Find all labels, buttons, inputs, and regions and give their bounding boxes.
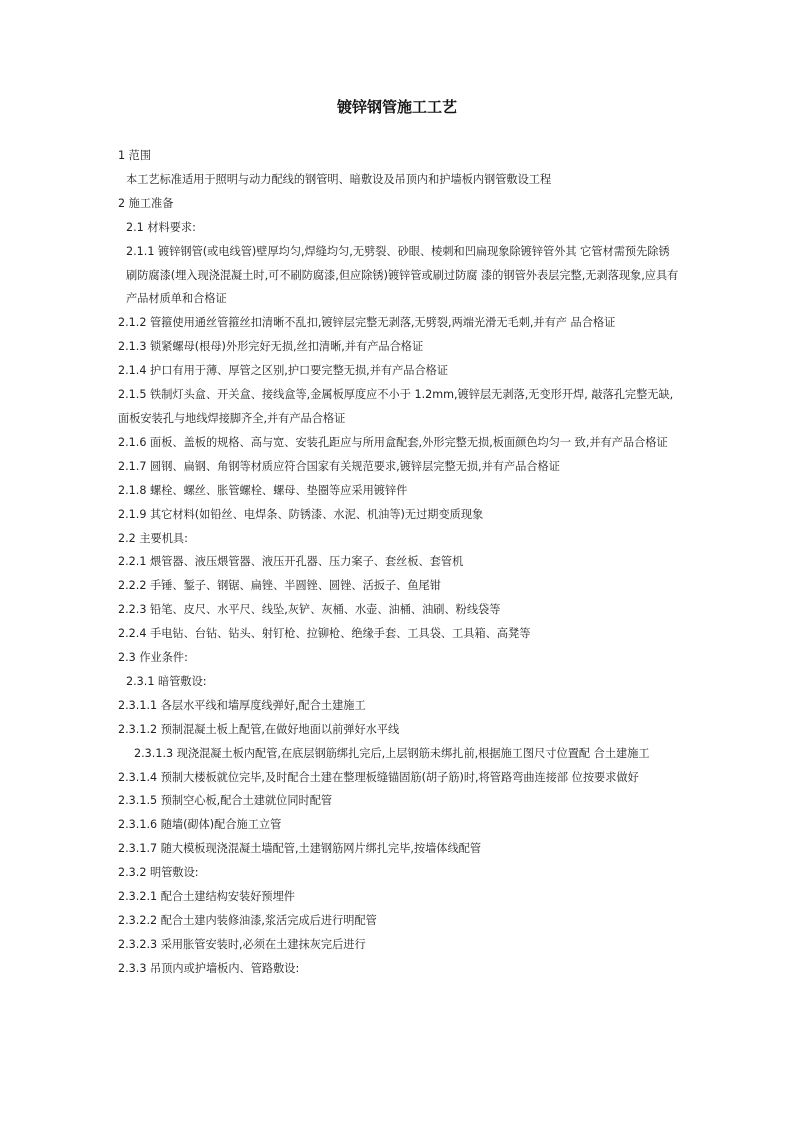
paragraph: 2.3.2.3 采用胀管安装时,必须在土建抹灰完后进行 [118,937,366,951]
paragraph: 2.1.9 其它材料(如铅丝、电焊条、防锈漆、水泥、机油等)无过期变质现象 [118,507,484,521]
paragraph: 2.3.3 吊顶内或护墙板内、管路敷设: [118,961,300,975]
paragraph: 本工艺标准适用于照明与动力配线的钢管明、暗敷设及吊顶内和护墙板内钢管敷设工程 [126,172,552,186]
paragraph: 2.3.1 暗管敷设: [126,674,207,688]
paragraph: 2.3.1.4 预制大楼板就位完毕,及时配合土建在整理板缝锚固筋(胡子筋)时,将管路弯曲连接部 位按要求做好 [118,770,639,784]
paragraph: 2.1.7 圆钢、扁钢、角钢等材质应符合国家有关规范要求,镀锌层完整无损,并有产品合格证 [118,459,560,473]
paragraph: 2.1.2 管箍使用通丝管箍丝扣清晰不乱扣,镀锌层完整无剥落,无劈裂,两端光滑无毛刺,并有产 品合格证 [118,316,616,330]
document-body [118,144,680,981]
paragraph: 2.1.5 铁制灯头盒、开关盒、接线盒等,金属板厚度应不小于 1.2mm,镀锌层无剥落,无变形开焊, 敲落孔完整无缺,面板安装孔与地线焊接脚齐全,并有产品合格证 [118,388,674,425]
paragraph: 2.3.1.5 预制空心板,配合土建就位同时配管 [118,794,333,808]
paragraph: 2.1.4 护口有用于薄、厚管之区别,护口要完整无损,并有产品合格证 [118,364,449,378]
paragraph: 2.3.2 明管敷设: [118,866,199,880]
paragraph: 2.2.4 手电钻、台钻、钻头、射钉枪、拉铆枪、绝缘手套、工具袋、工具箱、高凳等 [118,627,531,641]
paragraph: 2.3.1.3 现浇混凝土板内配管,在底层钢筋绑扎完后,上层钢筋未绑扎前,根据施工图尺寸位置配 合土建施工 [134,746,650,760]
paragraph: 2.1.6 面板、盖板的规格、高与宽、安装孔距应与所用盒配套,外形完整无损,板面颜色均匀一 致,并有产品合格证 [118,435,668,449]
paragraph: 2.3 作业条件: [118,651,188,665]
paragraph: 2.1.8 螺栓、螺丝、胀管螺栓、螺母、垫圈等应采用镀锌件 [118,483,408,497]
paragraph: 2.2.3 铅笔、皮尺、水平尺、线坠,灰铲、灰桶、水壶、油桶、油刷、粉线袋等 [118,603,501,617]
paragraph: 2.1.3 锁紧螺母(根母)外形完好无损,丝扣清晰,并有产品合格证 [118,340,424,354]
paragraph: 2.3.1.1 各层水平线和墙厚度线弹好,配合土建施工 [118,698,366,712]
document-title: 镀锌钢管施工工艺 [336,98,457,116]
paragraph: 2.3.1.7 随大模板现浇混凝土墙配管,土建钢筋网片绑扎完毕,按墙体线配管 [118,842,482,856]
paragraph: 2.2.1 煨管器、液压煨管器、液压开孔器、压力案子、套丝板、套管机 [118,555,464,569]
paragraph: 2.3.2.2 配合土建内装修油漆,浆活完成后进行明配管 [118,914,377,927]
paragraph: 2.2.2 手锤、錾子、钢锯、扁锉、半圆锉、圆锉、活扳子、鱼尾钳 [118,579,441,593]
paragraph: 2.3.1.6 随墙(砌体)配合施工立管 [118,818,282,832]
paragraph: 2.1.1 镀锌钢管(或电线管)壁厚均匀,焊缝均匀,无劈裂、砂眼、棱刺和凹扁现象除镀锌管外其 它管材需预先除锈刷防腐漆(埋入现浇混凝土时,可不刷防腐漆,但应除锈)镀锌管或刷过防腐 漆的钢管外表层完整,无剥落现象,应具有产品材质单和合格证 [126,244,679,306]
paragraph: 2.3.1.2 预制混凝土板上配管,在做好地面以前弹好水平线 [118,722,400,736]
paragraph: 2.2 主要机具: [118,531,188,545]
paragraph: 1 范围 [118,149,152,162]
paragraph: 2.1 材料要求: [126,220,196,234]
paragraph: 2 施工准备 [118,196,174,210]
paragraph: 2.3.2.1 配合土建结构安装好预埋件 [118,890,295,904]
